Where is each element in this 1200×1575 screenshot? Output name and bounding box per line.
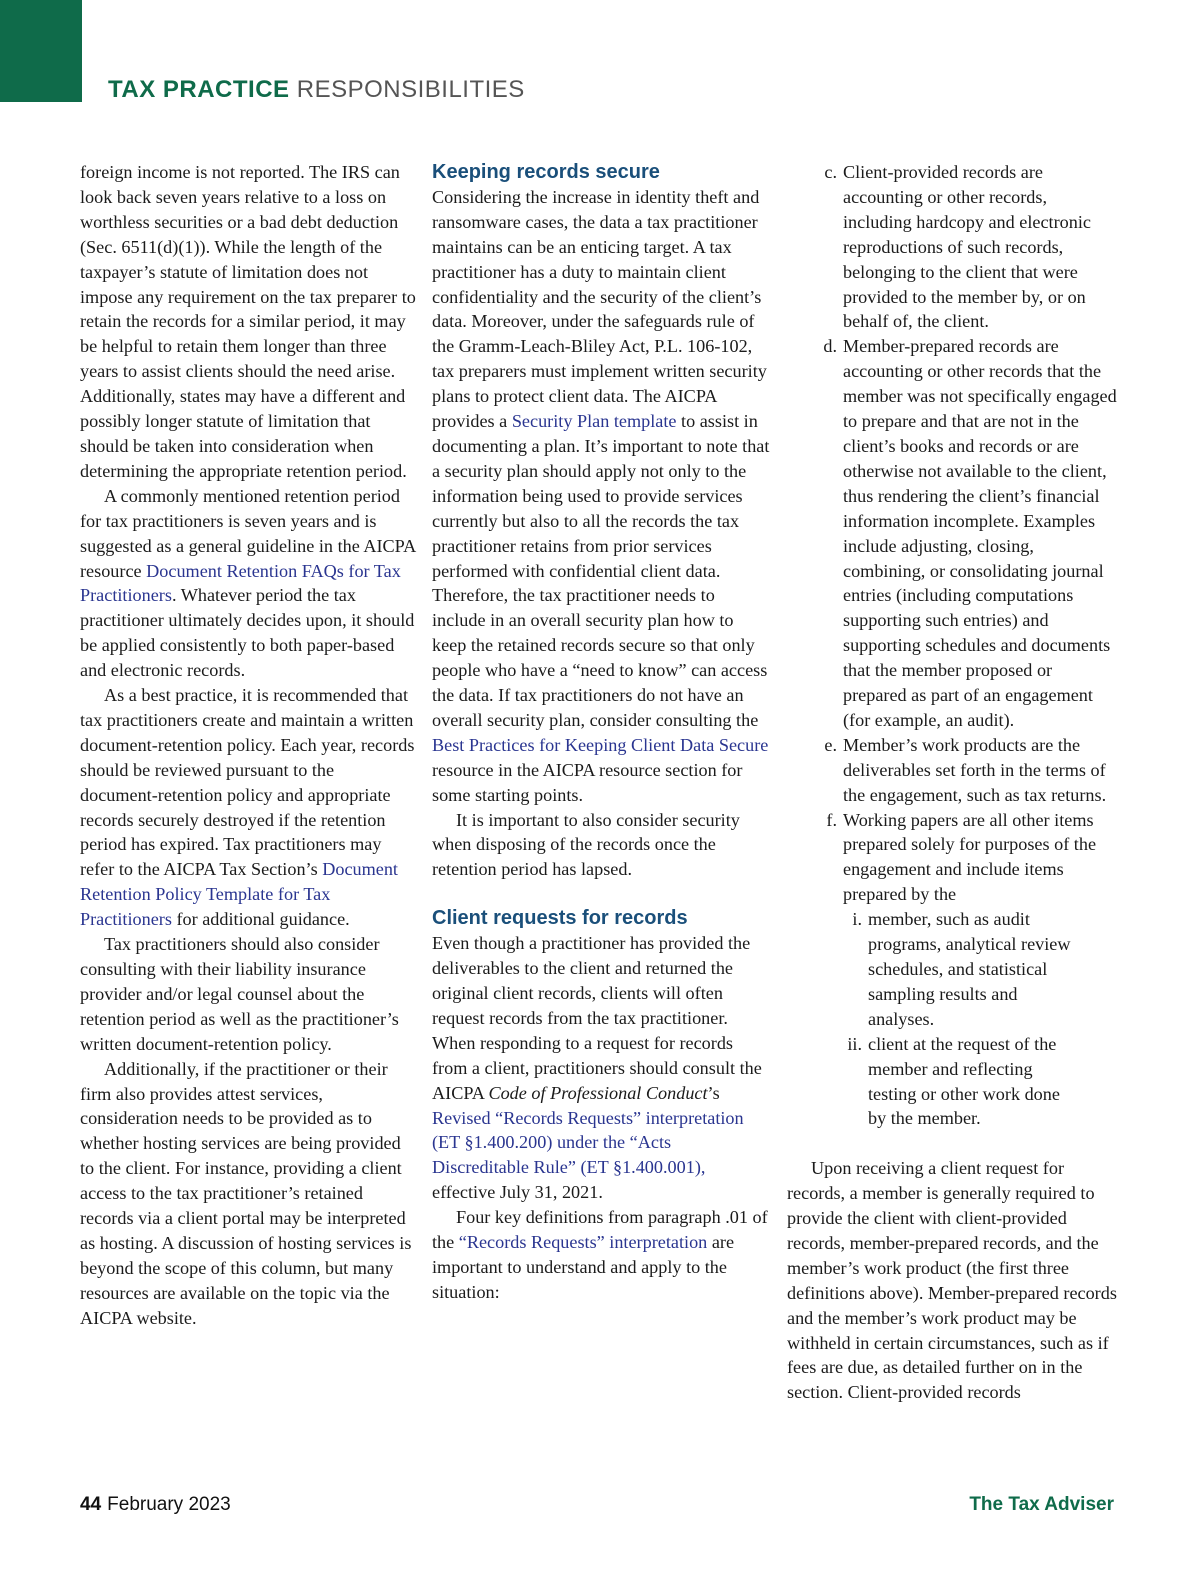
section-heading: Keeping records secure <box>432 161 660 183</box>
paragraph: Upon receiving a client request for records, a member is generally required to provide the client with client-provided records, member-prepared records, and the member’s work product (the first three definitions above). Member-prepared records and the member’s work product may be withheld in certain circumstances, such as if fees are due, as detailed further on in the section. Client-provided records <box>787 1158 1117 1403</box>
list-item: d. Member-prepared records are accounting or other records that the member was not specifically engaged to prepare and that are not in the client’s books and records or are otherwise not available to the client, thus rendering the client’s financial information incomplete. Examples include adjusting, closing, combining, or consolidating journal entries (including computations supporting such entries) and supporting schedules and documents that the member proposed or prepared as part of an engagement (for example, an audit). <box>823 336 1117 730</box>
section-heading: Client requests for records <box>432 907 688 930</box>
retention-policy-template-link[interactable]: Document Retention Policy Template for Tax Practitioners <box>80 859 398 930</box>
issue-date: February 2023 <box>107 1494 231 1515</box>
records-requests-link[interactable]: “Records Requests” interpretation <box>458 1232 708 1253</box>
column-3 <box>787 160 1117 1405</box>
section-color-tab <box>0 0 82 102</box>
column-1 <box>80 160 416 1331</box>
publication-name: The Tax Adviser <box>969 1494 1114 1515</box>
sub-list-item: i. member, such as audit programs, analytical review schedules, and statistical sampling results and analyses. <box>852 909 1071 1029</box>
paragraph: It is important to also consider security when disposing of the records once the retention period has lapsed. <box>432 809 740 880</box>
paragraph: foreign income is not reported. The IRS can look back seven years relative to a loss on worthless securities or a bad debt deduction (Sec. 6511(d)(1)). While the length of the taxpayer’s statute of limitation does not impose any requirement on the tax preparer to retain the records for a similar period, it may be helpful to retain them longer than three years to assist clients should the need arise. Additionally, states may have a different and possibly longer statute of limitation that should be taken into consideration when determining the appropriate retention period. <box>80 162 416 481</box>
best-practices-link[interactable]: Best Practices for Keeping Client Data Secure <box>432 734 769 755</box>
list-item: f. Working papers are all other items prepared solely for purposes of the engagement and include items prepared by the <box>826 809 1097 905</box>
list-item: e. Member’s work products are the deliverables set forth in the terms of the engagement, such as tax returns. <box>824 734 1107 805</box>
section-title-light: RESPONSIBILITIES <box>296 76 525 103</box>
paragraph: Even though a practitioner has provided the deliverables to the client and returned the original client records, clients will often request records from the tax practitioner. When responding to a request for records from a client, practitioners should consult the AICPA Code of Professional Conduct’s Revised “Records Requests” interpretation (ET §1.400.200) under the “Acts Discreditable Rule” (ET §1.400.001), effective July 31, 2021. <box>432 933 762 1203</box>
records-requests-interpretation-link[interactable]: Revised “Records Requests” interpretation (ET §1.400.200) under the “Acts Discreditable Rule” (ET §1.400.001), <box>432 1107 744 1178</box>
paragraph: Additionally, if the practitioner or their firm also provides attest services, consideration needs to be provided as to whether hosting services are being provided to the client. For instance, providing a client access to the tax practitioner’s retained records via a client portal may be interpreted as hosting. A discussion of hosting services is beyond the scope of this column, but many resources are available on the topic via the AICPA website. <box>80 1058 412 1328</box>
paragraph: Considering the increase in identity theft and ransomware cases, the data a tax practitioner maintains can be an enticing target. A tax practitioner has a duty to maintain client confidentiality and the security of the client’s data. Moreover, under the safeguards rule of the Gramm-Leach-Bliley Act, P.L. 106-102, tax preparers must implement written security plans to protect client data. The AICPA provides a Security Plan template to assist in documenting a plan. It’s important to note that a security plan should apply not only to the information being used to provide services currently but also to all the records the tax practitioner retains from prior services performed with confidential client data. Therefore, the tax practitioner needs to include in an overall security plan how to keep the retained records secure so that only people who have a “need to know” can access the data. If tax practitioners do not have an overall security plan, consider consulting the Best Practices for Keeping Client Data Secure resource in the AICPA resource section for some starting points. <box>432 186 770 805</box>
section-header <box>108 76 525 104</box>
paragraph: A commonly mentioned retention period for tax practitioners is seven years and is suggested as a general guideline in the AICPA resource Document Retention FAQs for Tax Practitioners. Whatever period the tax practitioner ultimately decides upon, it should be applied consistently to both paper-based and electronic records. <box>80 485 416 681</box>
page-number: 44 <box>80 1494 102 1515</box>
document-retention-faqs-link[interactable]: Document Retention FAQs for Tax Practitioners <box>80 560 401 606</box>
list-item: c. Client-provided records are accounting or other records, including hardcopy and electronic reproductions of such records, belonging to the client that were provided to the member by, or on behalf of, the client. <box>824 162 1091 332</box>
sub-list-item: ii. client at the request of the member and reflecting testing or other work done by the member. <box>847 1033 1060 1129</box>
footer-page-info <box>80 1494 231 1516</box>
column-2 <box>432 160 772 1305</box>
security-plan-template-link[interactable]: Security Plan template <box>511 411 677 432</box>
paragraph: Tax practitioners should also consider consulting with their liability insurance provider and/or legal counsel about the retention period as well as the practitioner’s written document-retention policy. <box>80 934 399 1054</box>
paragraph: Four key definitions from paragraph .01 of the “Records Requests” interpretation are important to understand and apply to the situation: <box>432 1207 768 1302</box>
section-title-bold: TAX PRACTICE <box>108 76 290 103</box>
paragraph: As a best practice, it is recommended that tax practitioners create and maintain a written document-retention policy. Each year, records should be reviewed pursuant to the document-retention policy and appropriate records securely destroyed if the retention period has expired. Tax practitioners may refer to the AICPA Tax Section’s Document Retention Policy Template for Tax Practitioners for additional guidance. <box>80 685 415 930</box>
